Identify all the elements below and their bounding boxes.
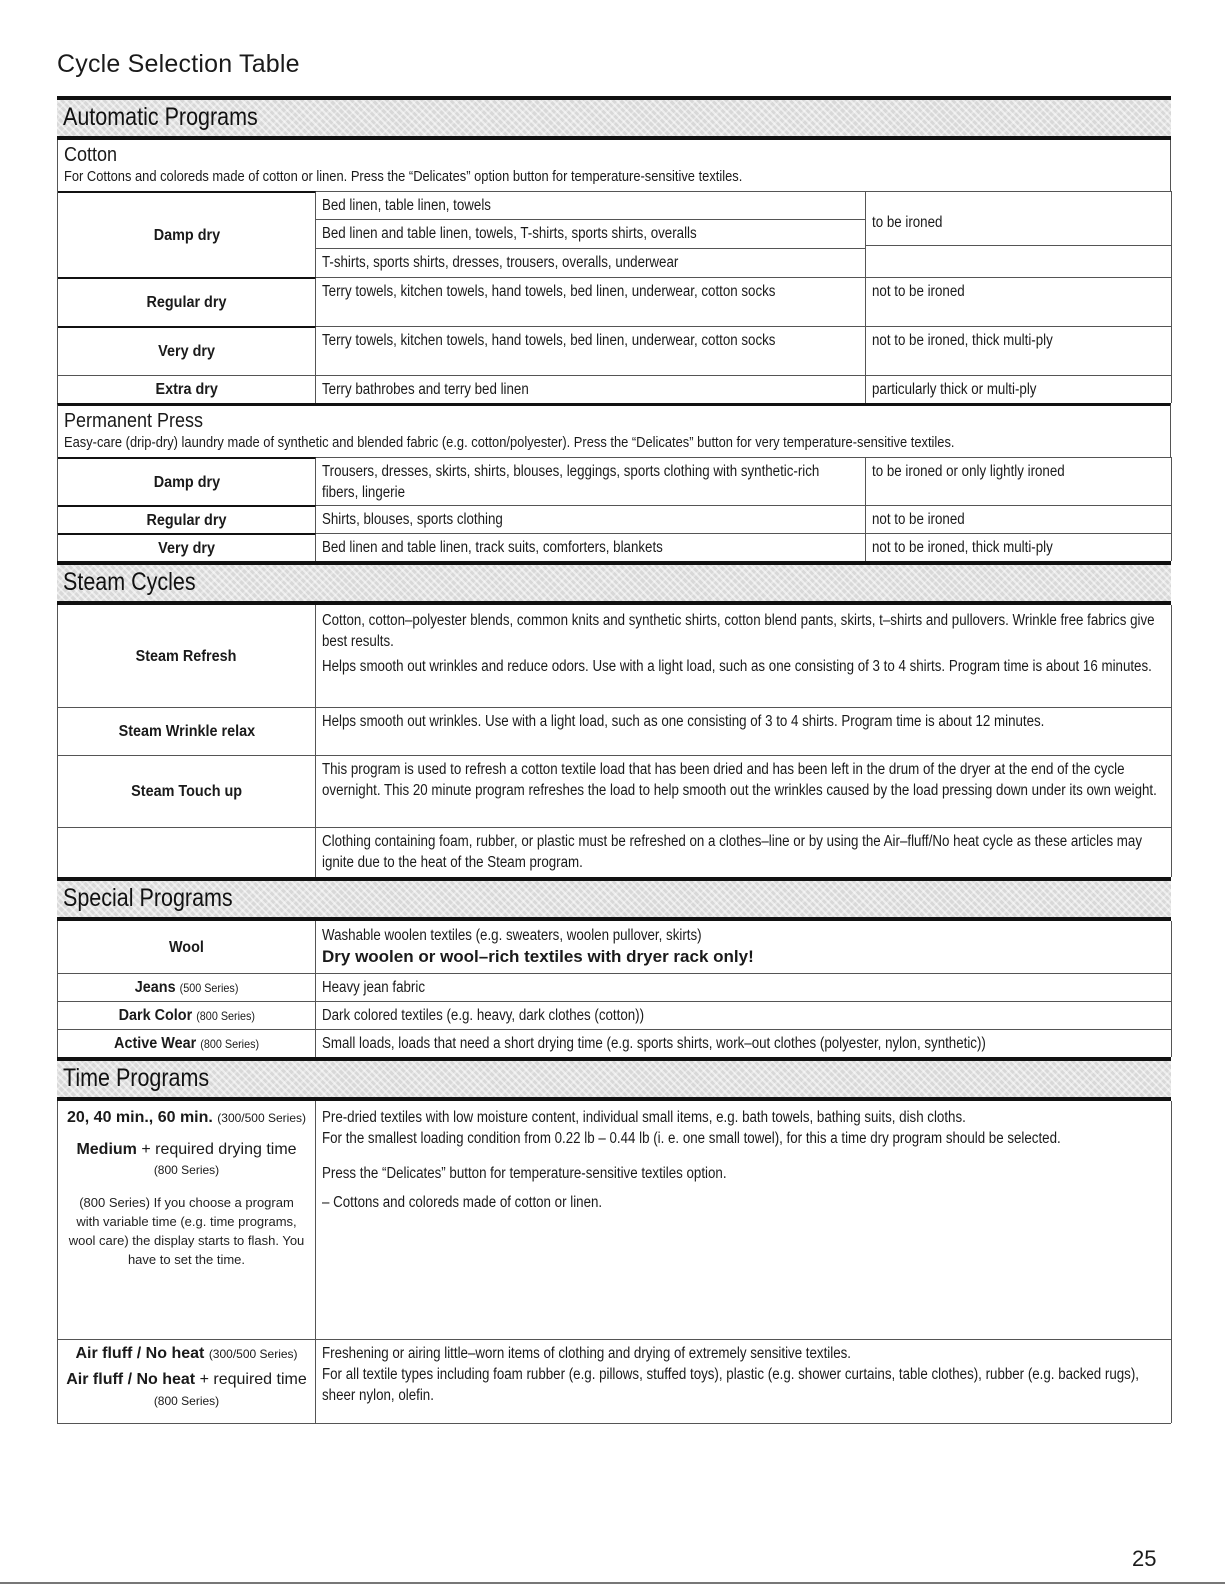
program-name: 20, 40 min., 60 min. (300/500 Series) Medium + required drying time (800 Series) (800 Series) If you choose a program with variable time (e.g. time programs, wool care) the display starts to flash. You have to set the time. <box>58 1101 316 1339</box>
program-note: to be ironed <box>866 191 1172 277</box>
program-note: not to be ironed <box>866 277 1172 326</box>
steam-warning: Clothing containing foam, rubber, or plastic must be refreshed on a clothes–line or by using the Air–fluff/No heat cycle as these articles may ignite due to the heat of the Steam program. <box>316 827 1172 877</box>
program-note: not to be ironed <box>866 505 1172 533</box>
special-rows <box>57 921 1171 1057</box>
steam-rows <box>57 605 1171 877</box>
footer-rule <box>0 1582 1225 1584</box>
program-name: Air fluff / No heat (300/500 Series) Air fluff / No heat + required time (800 Series) <box>58 1339 316 1423</box>
page-number: 25 <box>1132 1546 1157 1571</box>
category-permanent-press <box>57 403 1171 457</box>
program-note: not to be ironed, thick multi-ply <box>866 326 1172 375</box>
empty-cell <box>58 827 316 877</box>
program-name: Wool <box>58 921 316 973</box>
item-line: Bed linen and table linen, towels, T-shirts, sports shirts, overalls <box>316 219 865 248</box>
program-description: Small loads, loads that need a short drying time (e.g. sports shirts, work–out clothes (polyester, nylon, synthetic)) <box>316 1029 1172 1057</box>
program-items <box>316 191 866 277</box>
program-items: Trousers, dresses, skirts, shirts, blouses, leggings, sports clothing with synthetic-rich fibers, lingerie <box>316 457 866 505</box>
page-title: Cycle Selection Table <box>57 50 300 78</box>
program-description: Freshening or airing little–worn items of clothing and drying of extremely sensitive textiles. For all textile types including foam rubber (e.g. pillows, stuffed toys), plastic (e.g. shower curtains, table clothes), rubber (e.g. backed rugs), sheer nylon, olefin. <box>316 1339 1172 1423</box>
category-cotton <box>57 140 1171 191</box>
program-note: not to be ironed, thick multi-ply <box>866 533 1172 561</box>
category-description: Easy-care (drip-dry) laundry made of synthetic and blended fabric (e.g. cotton/polyester). Press the “Delicates” button for very temperature-sensitive textiles. <box>64 434 955 451</box>
program-name: Active Wear (800 Series) <box>58 1029 316 1057</box>
program-description: Dark colored textiles (e.g. heavy, dark clothes (cotton)) <box>316 1001 1172 1029</box>
cotton-rows <box>57 191 1171 403</box>
program-name: Regular dry <box>58 505 316 533</box>
program-note: to be ironed or only lightly ironed <box>866 457 1172 505</box>
category-title: Cotton <box>64 144 118 166</box>
program-description: Heavy jean fabric <box>316 973 1172 1001</box>
program-description: Helps smooth out wrinkles. Use with a light load, such as one consisting of 3 to 4 shirts. Program time is about 12 minutes. <box>316 707 1172 755</box>
program-items: Terry bathrobes and terry bed linen <box>316 375 866 403</box>
program-name: Damp dry <box>58 457 316 505</box>
section-band-special: Special Programs <box>57 877 1171 921</box>
program-name: Dark Color (800 Series) <box>58 1001 316 1029</box>
program-items: Terry towels, kitchen towels, hand towels, bed linen, underwear, cotton socks <box>316 326 866 375</box>
section-band-steam: Steam Cycles <box>57 561 1171 605</box>
program-name: Steam Touch up <box>58 755 316 827</box>
program-name: Extra dry <box>58 375 316 403</box>
item-line: Bed linen, table linen, towels <box>322 197 491 214</box>
item-line: T-shirts, sports shirts, dresses, trousers, overalls, underwear <box>316 248 865 277</box>
cycle-selection-table <box>57 96 1171 1424</box>
program-description: Washable woolen textiles (e.g. sweaters, woolen pullover, skirts) Dry woolen or wool–rich textiles with dryer rack only! <box>316 921 1172 973</box>
category-description: For Cottons and coloreds made of cotton or linen. Press the “Delicates” option button for temperature-sensitive textiles. <box>64 168 743 185</box>
program-name: Very dry <box>58 533 316 561</box>
section-band-time: Time Programs <box>57 1057 1171 1101</box>
variable-time-note: (800 Series) If you choose a program with variable time (e.g. time programs, wool care) the display starts to flash. You have to set the time. <box>68 1195 305 1267</box>
program-description: Pre-dried textiles with low moisture content, individual small items, e.g. bath towels, bathing suits, dish cloths. For the smallest loading condition from 0.22 lb – 0.44 lb (i. e. one small towel), for this a time dry program should be selected. Press the “Delicates” button for temperature-sensitive textiles option. – Cottons and coloreds made of cotton or linen. <box>316 1101 1172 1339</box>
category-title: Permanent Press <box>64 410 204 432</box>
wool-warning: Dry woolen or wool–rich textiles with dryer rack only! <box>322 947 754 966</box>
program-description: Cotton, cotton–polyester blends, common knits and synthetic shirts, cotton blend pants, skirts, t–shirts and pullovers. Wrinkle free fabrics give best results. Helps smooth out wrinkles and reduce odors. Use with a light load, such as one consisting of 3 to 4 shirts. Program time is about 16 minutes. <box>316 605 1172 707</box>
program-name: Jeans (500 Series) <box>58 973 316 1001</box>
program-items: Bed linen and table linen, track suits, comforters, blankets <box>316 533 866 561</box>
section-band-automatic: Automatic Programs <box>57 96 1171 140</box>
program-items: Terry towels, kitchen towels, hand towels, bed linen, underwear, cotton socks <box>316 277 866 326</box>
program-name: Steam Wrinkle relax <box>58 707 316 755</box>
program-note: particularly thick or multi-ply <box>866 375 1172 403</box>
permanent-press-rows <box>57 457 1171 561</box>
program-name: Very dry <box>58 326 316 375</box>
time-rows <box>57 1101 1171 1424</box>
program-description: This program is used to refresh a cotton textile load that has been dried and has been left in the drum of the dryer at the end of the cycle overnight. This 20 minute program refreshes the load to help smooth out the wrinkles caused by the load pressing down under its own weight. <box>316 755 1172 827</box>
program-name: Regular dry <box>58 277 316 326</box>
program-name: Steam Refresh <box>58 605 316 707</box>
program-items: Shirts, blouses, sports clothing <box>316 505 866 533</box>
program-name: Damp dry <box>58 191 316 277</box>
